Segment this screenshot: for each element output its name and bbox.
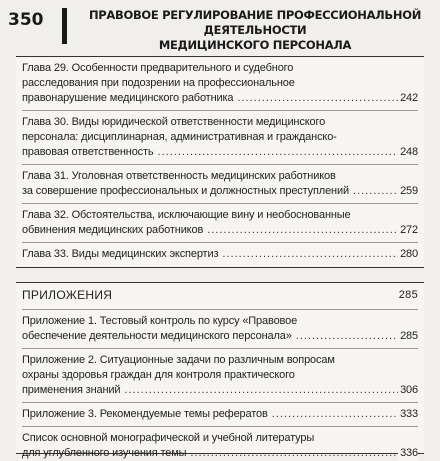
entry-separator [22, 164, 418, 165]
appendix-heading: ПРИЛОЖЕНИЯ [22, 288, 113, 302]
toc-entry-text: для углубленного изучения темы ..... [22, 447, 418, 459]
entry-separator [22, 203, 418, 204]
toc-entry-page: 336 [400, 447, 418, 459]
entry-separator [22, 242, 418, 243]
toc-entry-page: 280 [400, 248, 418, 260]
running-title-line-1: ПРАВОВОЕ РЕГУЛИРОВАНИЕ ПРОФЕССИОНАЛЬНОЙ ДЕЯТЕЛЬНОСТИ [88, 8, 422, 37]
toc-entry-page: 333 [400, 408, 418, 420]
toc-entry-text: Глава 31. Уголовная ответственность медицинских работников [22, 170, 336, 182]
toc-entry-line [22, 247, 418, 262]
toc-entry [16, 247, 424, 262]
toc-entry-text: Приложение 3. Рекомендуемые темы рефератов ..... [22, 408, 418, 420]
toc-entry-text: правонарушение медицинского работника ..... [22, 92, 418, 104]
header-divider-bar [62, 8, 67, 44]
toc-entry-text: Глава 33. Виды медицинских экспертиз ..... [22, 248, 418, 260]
toc-entry [16, 208, 424, 238]
toc-entry-page: 272 [400, 224, 418, 236]
appendix-heading-page: 285 [398, 289, 418, 301]
entry-separator [22, 426, 418, 427]
toc-entry-line [22, 329, 418, 344]
toc-entry-text: применения знаний ..... [22, 384, 418, 396]
toc-entry-line [22, 353, 418, 368]
toc-entry-page: 242 [400, 92, 418, 104]
toc-entry [16, 314, 424, 344]
toc-entry-line [22, 91, 418, 106]
toc-entry-line [22, 446, 418, 461]
toc-entry-page: 248 [400, 146, 418, 158]
toc-entry-line [22, 130, 418, 145]
toc-entry-line [22, 169, 418, 184]
toc-entry-page: 306 [400, 384, 418, 396]
toc-entry-line [22, 368, 418, 383]
toc-entry-line [22, 61, 418, 76]
toc-entry-line [22, 184, 418, 199]
toc-entry-line [22, 115, 418, 130]
toc-entry-text: правовая ответственность ..... [22, 146, 418, 158]
appendix-panel [16, 282, 424, 459]
toc-entry-text: обеспечение деятельности медицинского персонала» ..... [22, 330, 418, 342]
toc-entry-text: расследования при подозрении на профессиональное [22, 77, 295, 89]
toc-entry-line [22, 431, 418, 446]
toc-entry [16, 407, 424, 422]
toc-entry-text: охраны здоровья граждан для контроля практического [22, 369, 295, 381]
entry-separator [22, 309, 418, 310]
toc-entry [16, 115, 424, 160]
toc-entry-line [22, 208, 418, 223]
running-title-line-2: МЕДИЦИНСКОГО ПЕРСОНАЛА [158, 38, 352, 52]
chapters-panel [16, 56, 424, 268]
running-title [76, 8, 434, 53]
toc-entry-text: за совершение профессиональных и должностных преступлений ..... [22, 185, 418, 197]
toc-entry [16, 431, 424, 461]
toc-entry-text: Глава 30. Виды юридической ответственности медицинского [22, 116, 326, 128]
toc-entry-line [22, 407, 418, 422]
page-header [0, 0, 440, 50]
entry-separator [22, 402, 418, 403]
toc-entry-text: персонала: дисциплинарная, административная и гражданско- [22, 131, 337, 143]
appendix-heading-row [16, 283, 424, 305]
toc-entry-line [22, 223, 418, 238]
entry-separator [22, 348, 418, 349]
toc-entry [16, 353, 424, 398]
appendix-items [16, 314, 424, 461]
toc-entry [16, 169, 424, 199]
toc-entry-line [22, 76, 418, 91]
toc-entry-page: 259 [400, 185, 418, 197]
toc-entry-line [22, 314, 418, 329]
toc-entry-page: 285 [400, 330, 418, 342]
toc-entry-text: Список основной монографической и учебной литературы [22, 432, 315, 444]
toc-entry-text: Приложение 1. Тестовый контроль по курсу «Правовое [22, 315, 298, 327]
toc-entry-text: Приложение 2. Ситуационные задачи по различным вопросам [22, 354, 335, 366]
toc-entry-line [22, 145, 418, 160]
page-number: 350 [8, 10, 44, 30]
toc-entry-text: обвинения медицинских работников ..... [22, 224, 418, 236]
entry-separator [22, 110, 418, 111]
toc-entry [16, 61, 424, 106]
toc-entry-text: Глава 32. Обстоятельства, исключающие вину и необоснованные [22, 209, 351, 221]
toc-entry-text: Глава 29. Особенности предварительного и судебного [22, 62, 294, 74]
toc-entry-line [22, 383, 418, 398]
